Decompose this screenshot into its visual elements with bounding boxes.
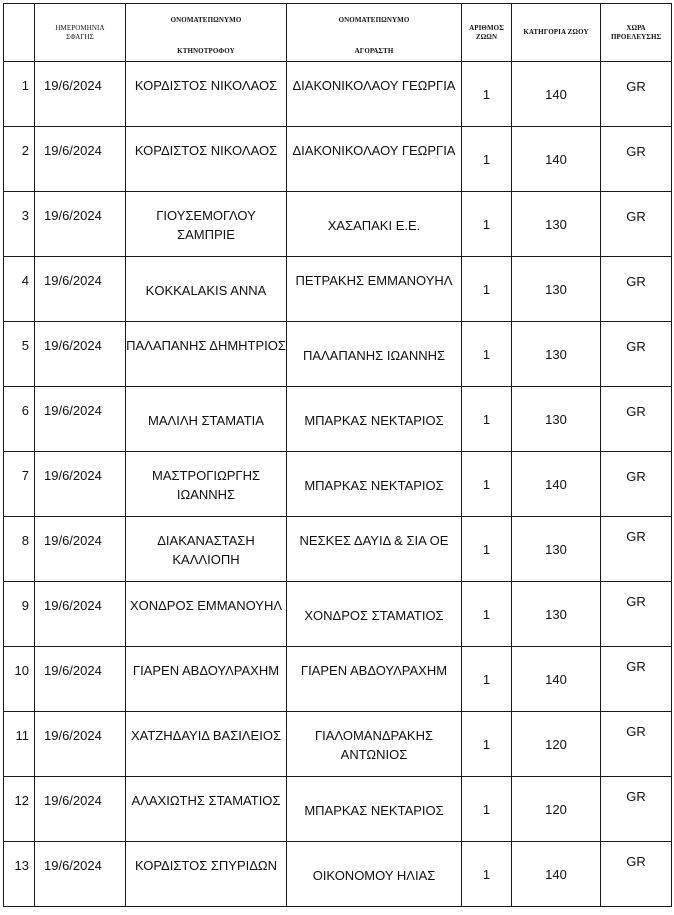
row-category: 130: [545, 607, 567, 622]
cell-index: [4, 647, 35, 712]
cell-buyer: [287, 322, 462, 387]
cell-breeder: [126, 452, 287, 517]
row-count: 1: [482, 217, 491, 232]
cell-buyer: [287, 192, 462, 257]
cell-buyer: [287, 647, 462, 712]
table-row-10: [4, 647, 672, 712]
row-breeder: ΠΑΛΑΠΑΝΗΣ ΔΗΜΗΤΡΙΟΣ: [126, 338, 286, 353]
row-index: 13: [14, 858, 29, 873]
row-index: 10: [14, 663, 29, 678]
cell-count: [462, 712, 512, 777]
cell-country: [601, 777, 672, 842]
row-category: 130: [545, 542, 567, 557]
row-index: 7: [21, 468, 29, 483]
cell-count: [462, 777, 512, 842]
cell-category: [512, 387, 601, 452]
row-country: GR: [626, 659, 646, 674]
cell-index: [4, 777, 35, 842]
row-count: 1: [482, 672, 491, 687]
row-buyer: ΓΙΑΛΟΜΑΝΔΡΑΚΗΣ ΑΝΤΩΝΙΟΣ: [314, 728, 433, 762]
row-buyer: ΓΙΑΡΕΝ ΑΒΔΟΥΛΡΑΧΗΜ: [300, 663, 448, 678]
header-buyer-bottom: ΑΓΟΡΑΣΤΗ: [354, 46, 394, 55]
cell-country: [601, 62, 672, 127]
cell-country: [601, 647, 672, 712]
cell-date: [35, 712, 126, 777]
cell-index: [4, 842, 35, 907]
row-buyer: ΔΙΑΚΟΝΙΚΟΛΑΟΥ ΓΕΩΡΓΙΑ: [292, 78, 456, 93]
cell-count: [462, 322, 512, 387]
row-category: 130: [545, 282, 567, 297]
cell-count: [462, 127, 512, 192]
row-count: 1: [482, 152, 491, 167]
cell-country: [601, 387, 672, 452]
row-breeder: ΓΙΑΡΕΝ ΑΒΔΟΥΛΡΑΧΗΜ: [132, 663, 280, 678]
row-buyer: ΜΠΑΡΚΑΣ ΝΕΚΤΑΡΙΟΣ: [304, 413, 444, 428]
cell-country: [601, 842, 672, 907]
row-breeder: ΜΑΣΤΡΟΓΙΩΡΓΗΣ ΙΩΑΝΝΗΣ: [151, 468, 260, 502]
row-breeder: ΑΛΑΧΙΩΤΗΣ ΣΤΑΜΑΤΙΟΣ: [131, 793, 281, 808]
cell-breeder: [126, 127, 287, 192]
row-category: 140: [545, 477, 567, 492]
row-country: GR: [626, 789, 646, 804]
cell-count: [462, 517, 512, 582]
row-breeder: ΓΙΟΥΣΕΜΟΓΛΟΥ ΣΑΜΠΡΙΕ: [156, 208, 256, 242]
cell-index: [4, 62, 35, 127]
row-category: 140: [545, 152, 567, 167]
cell-count: [462, 582, 512, 647]
row-index: 8: [21, 533, 29, 548]
cell-breeder: [126, 842, 287, 907]
cell-category: [512, 257, 601, 322]
row-breeder: ΔΙΑΚΑΝΑΣΤΑΣΗ ΚΑΛΛΙΟΠΗ: [157, 533, 255, 567]
row-country: GR: [626, 144, 646, 159]
row-index: 12: [14, 793, 29, 808]
header-country-label: ΧΩΡΑ ΠΡΟΕΛΕΥΣΗΣ: [611, 23, 662, 41]
cell-country: [601, 257, 672, 322]
table-row-8: [4, 517, 672, 582]
row-buyer: ΜΠΑΡΚΑΣ ΝΕΚΤΑΡΙΟΣ: [304, 803, 444, 818]
cell-breeder: [126, 192, 287, 257]
row-buyer: ΠΑΛΑΠΑΝΗΣ ΙΩΑΝΝΗΣ: [302, 348, 446, 363]
row-breeder: KOKKALAKIS ANNA: [145, 283, 267, 298]
cell-count: [462, 192, 512, 257]
cell-country: [601, 192, 672, 257]
cell-count: [462, 842, 512, 907]
row-country: GR: [626, 469, 646, 484]
header-date-label: ΗΜΕΡΟΜΗΝΙΑ ΣΦΑΓΗΣ: [55, 23, 105, 41]
cell-buyer: [287, 777, 462, 842]
row-date: 19/6/2024: [44, 858, 102, 873]
cell-buyer: [287, 582, 462, 647]
table-row-2: [4, 127, 672, 192]
row-breeder: ΧΟΝΔΡΟΣ ΕΜΜΑΝΟΥΗΛ: [129, 598, 283, 613]
row-date: 19/6/2024: [44, 598, 102, 613]
row-count: 1: [482, 542, 491, 557]
cell-breeder: [126, 582, 287, 647]
row-index: 5: [21, 338, 29, 353]
cell-breeder: [126, 257, 287, 322]
cell-date: [35, 62, 126, 127]
header-date: [35, 4, 126, 62]
row-index: 11: [15, 728, 29, 743]
cell-breeder: [126, 712, 287, 777]
row-index: 3: [21, 208, 29, 223]
row-category: 140: [545, 87, 567, 102]
cell-category: [512, 647, 601, 712]
cell-index: [4, 712, 35, 777]
cell-count: [462, 452, 512, 517]
row-date: 19/6/2024: [44, 533, 102, 548]
row-category: 130: [545, 217, 567, 232]
cell-breeder: [126, 387, 287, 452]
row-count: 1: [482, 282, 491, 297]
header-category: ΚΑΤΗΓΟΡΙΑ ΖΩΟΥ: [512, 4, 601, 62]
row-category: 140: [545, 672, 567, 687]
cell-category: [512, 777, 601, 842]
cell-date: [35, 387, 126, 452]
row-date: 19/6/2024: [44, 403, 102, 418]
cell-index: [4, 387, 35, 452]
table-row-9: [4, 582, 672, 647]
row-date: 19/6/2024: [44, 273, 102, 288]
cell-breeder: [126, 647, 287, 712]
cell-buyer: [287, 62, 462, 127]
row-count: 1: [482, 737, 491, 752]
row-date: 19/6/2024: [44, 78, 102, 93]
cell-count: [462, 257, 512, 322]
cell-index: [4, 192, 35, 257]
row-count: 1: [482, 477, 491, 492]
cell-breeder: [126, 322, 287, 387]
row-category: 120: [545, 802, 567, 817]
row-breeder: ΚΟΡΔΙΣΤΟΣ ΣΠΥΡΙΔΩΝ: [134, 858, 278, 873]
table-body: [4, 62, 672, 907]
cell-category: [512, 127, 601, 192]
cell-country: [601, 322, 672, 387]
cell-buyer: [287, 842, 462, 907]
cell-date: [35, 257, 126, 322]
row-country: GR: [626, 339, 646, 354]
row-count: 1: [482, 867, 491, 882]
row-count: 1: [482, 347, 491, 362]
cell-date: [35, 192, 126, 257]
row-buyer: ΔΙΑΚΟΝΙΚΟΛΑΟΥ ΓΕΩΡΓΙΑ: [292, 143, 456, 158]
row-buyer: ΟΙΚΟΝΟΜΟΥ ΗΛΙΑΣ: [312, 868, 436, 883]
cell-category: [512, 517, 601, 582]
header-buyer: [287, 4, 462, 62]
row-index: 2: [21, 143, 29, 158]
header-breeder-top: ΟΝΟΜΑΤΕΠΩΝΥΜΟ: [170, 15, 242, 24]
row-buyer: ΧΟΝΔΡΟΣ ΣΤΑΜΑΤΙΟΣ: [304, 608, 444, 623]
cell-buyer: [287, 127, 462, 192]
cell-index: [4, 582, 35, 647]
row-date: 19/6/2024: [44, 468, 102, 483]
row-breeder: ΧΑΤΖΗΔΑΥΙΔ ΒΑΣΙΛΕΙΟΣ: [130, 728, 281, 743]
row-country: GR: [626, 594, 646, 609]
cell-index: [4, 322, 35, 387]
row-buyer: ΧΑΣΑΠΑΚΙ Ε.Ε.: [327, 218, 421, 233]
header-count-label: ΑΡΙΘΜΟΣ ΖΩΩΝ: [469, 23, 504, 41]
cell-breeder: [126, 777, 287, 842]
row-category: 130: [545, 347, 567, 362]
row-date: 19/6/2024: [44, 208, 102, 223]
cell-buyer: [287, 387, 462, 452]
cell-buyer: [287, 517, 462, 582]
row-breeder: ΜΑΛΙΛΗ ΣΤΑΜΑΤΙΑ: [148, 413, 264, 428]
header-index: [4, 4, 35, 62]
row-date: 19/6/2024: [44, 793, 102, 808]
slaughter-records-table: [3, 3, 672, 907]
cell-breeder: [126, 62, 287, 127]
row-country: GR: [626, 274, 646, 289]
cell-count: [462, 62, 512, 127]
row-breeder: ΚΟΡΔΙΣΤΟΣ ΝΙΚΟΛΑΟΣ: [134, 143, 278, 158]
row-country: GR: [626, 724, 646, 739]
row-category: 140: [545, 867, 567, 882]
cell-country: [601, 582, 672, 647]
cell-buyer: [287, 452, 462, 517]
table-row-1: [4, 62, 672, 127]
row-country: GR: [626, 854, 646, 869]
header-breeder-bottom: ΚΤΗΝΟΤΡΟΦΟΥ: [177, 46, 235, 55]
row-breeder: ΚΟΡΔΙΣΤΟΣ ΝΙΚΟΛΑΟΣ: [134, 78, 278, 93]
row-index: 1: [21, 78, 29, 93]
cell-date: [35, 647, 126, 712]
table-row-13: [4, 842, 672, 907]
row-index: 6: [21, 403, 29, 418]
row-buyer: ΠΕΤΡΑΚΗΣ ΕΜΜΑΝΟΥΗΛ: [295, 273, 453, 288]
table-header-row: [4, 4, 672, 62]
row-date: 19/6/2024: [44, 338, 102, 353]
cell-date: [35, 517, 126, 582]
row-country: GR: [626, 79, 646, 94]
row-buyer: ΜΠΑΡΚΑΣ ΝΕΚΤΑΡΙΟΣ: [304, 478, 444, 493]
table-row-6: [4, 387, 672, 452]
cell-count: [462, 387, 512, 452]
cell-category: [512, 842, 601, 907]
row-date: 19/6/2024: [44, 728, 102, 743]
row-count: 1: [482, 607, 491, 622]
cell-category: [512, 452, 601, 517]
cell-date: [35, 127, 126, 192]
row-category: 130: [545, 412, 567, 427]
cell-count: [462, 647, 512, 712]
cell-breeder: [126, 517, 287, 582]
row-index: 9: [21, 598, 29, 613]
cell-index: [4, 127, 35, 192]
table-row-12: [4, 777, 672, 842]
cell-index: [4, 257, 35, 322]
cell-buyer: [287, 257, 462, 322]
cell-category: [512, 322, 601, 387]
row-count: 1: [482, 412, 491, 427]
row-index: 4: [21, 273, 29, 288]
header-count: [462, 4, 512, 62]
cell-index: [4, 517, 35, 582]
row-category: 120: [545, 737, 567, 752]
cell-category: [512, 712, 601, 777]
table-row-3: [4, 192, 672, 257]
cell-category: [512, 192, 601, 257]
cell-country: [601, 712, 672, 777]
cell-country: [601, 517, 672, 582]
header-breeder: [126, 4, 287, 62]
cell-date: [35, 582, 126, 647]
cell-index: [4, 452, 35, 517]
row-count: 1: [482, 87, 491, 102]
cell-country: [601, 127, 672, 192]
cell-buyer: [287, 712, 462, 777]
cell-date: [35, 322, 126, 387]
table-row-4: [4, 257, 672, 322]
cell-country: [601, 452, 672, 517]
row-count: 1: [482, 802, 491, 817]
row-country: GR: [626, 404, 646, 419]
row-country: GR: [626, 209, 646, 224]
row-date: 19/6/2024: [44, 663, 102, 678]
cell-date: [35, 452, 126, 517]
table-row-5: [4, 322, 672, 387]
header-country: [601, 4, 672, 62]
row-date: 19/6/2024: [44, 143, 102, 158]
table-row-7: [4, 452, 672, 517]
cell-date: [35, 842, 126, 907]
row-buyer: ΝΕΣΚΕΣ ΔΑΥΙΔ & ΣΙΑ ΟΕ: [299, 533, 449, 548]
cell-category: [512, 62, 601, 127]
row-country: GR: [626, 529, 646, 544]
cell-date: [35, 777, 126, 842]
table-row-11: [4, 712, 672, 777]
cell-category: [512, 582, 601, 647]
header-buyer-top: ΟΝΟΜΑΤΕΠΩΝΥΜΟ: [338, 15, 410, 24]
